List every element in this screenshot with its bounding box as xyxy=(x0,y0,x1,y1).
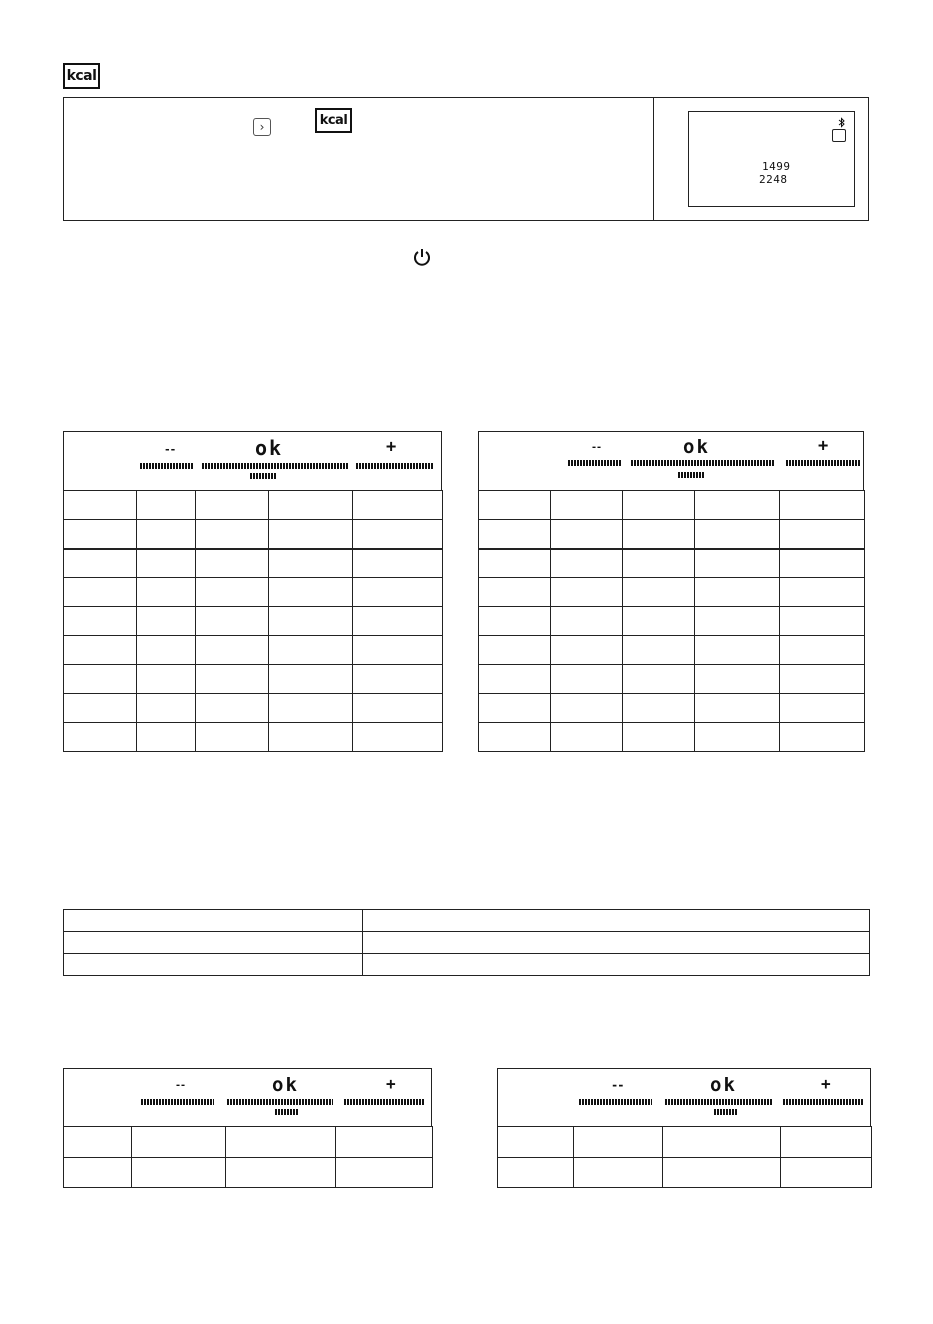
bluetooth-icon xyxy=(838,117,846,128)
table-row xyxy=(479,636,865,665)
table5 xyxy=(497,1126,872,1188)
table2-dash-high xyxy=(786,460,861,466)
battery-icon xyxy=(832,129,846,142)
table1 xyxy=(63,490,443,752)
table-row xyxy=(479,665,865,694)
table4-ok-glyph: ok xyxy=(272,1074,299,1096)
table-row xyxy=(64,665,443,694)
table-row xyxy=(64,954,870,976)
table5-minus-glyph: -- xyxy=(611,1078,624,1092)
info-panel xyxy=(63,97,869,221)
table-row xyxy=(64,636,443,665)
table5-plus-glyph: + xyxy=(821,1074,831,1093)
table-row xyxy=(64,1158,433,1188)
table-row xyxy=(64,1127,433,1158)
table5-dash-low xyxy=(579,1099,652,1105)
table2-dash-mid xyxy=(631,460,775,466)
table4-dash-low xyxy=(141,1099,214,1105)
table1-minus-glyph: -- xyxy=(164,443,176,456)
table-row xyxy=(479,607,865,636)
table-row xyxy=(479,723,865,752)
table-row xyxy=(64,491,443,520)
table4-minus-glyph: -- xyxy=(175,1080,186,1091)
table1-dash-mid xyxy=(202,463,348,469)
table-row xyxy=(479,491,865,520)
panel-divider xyxy=(653,98,654,220)
power-icon xyxy=(412,247,432,267)
inline-kcal-badge: kcal xyxy=(315,108,352,133)
table-row xyxy=(64,520,443,549)
table4-dash-sub xyxy=(275,1109,298,1115)
table-row xyxy=(479,549,865,578)
table5-ok-glyph: ok xyxy=(710,1074,737,1096)
table1-ok-glyph: ok xyxy=(255,436,284,460)
lcd-value-2: 2248 xyxy=(759,173,788,186)
table2-plus-glyph: + xyxy=(818,436,829,456)
table4 xyxy=(63,1126,433,1188)
lcd-value-1: 1499 xyxy=(762,160,791,173)
table4-dash-high xyxy=(344,1099,424,1105)
table4-dash-mid xyxy=(227,1099,333,1105)
table-row xyxy=(498,1158,872,1188)
table5-dash-high xyxy=(783,1099,863,1105)
table-row xyxy=(479,694,865,723)
table-row xyxy=(64,932,870,954)
table-row xyxy=(479,520,865,549)
table3 xyxy=(63,909,870,976)
lcd-display xyxy=(688,111,855,207)
next-chevron-icon: › xyxy=(253,118,271,136)
table1-dash-sub xyxy=(250,473,276,479)
table-row xyxy=(64,723,443,752)
table5-header xyxy=(497,1068,871,1127)
table2-ok-glyph: ok xyxy=(683,436,710,458)
table-row xyxy=(64,549,443,578)
table-row xyxy=(64,607,443,636)
table2 xyxy=(478,490,865,752)
table2-dash-low xyxy=(568,460,621,466)
table-row xyxy=(64,910,870,932)
table5-dash-sub xyxy=(714,1109,738,1115)
table-row xyxy=(479,578,865,607)
table4-plus-glyph: + xyxy=(386,1074,396,1093)
table2-header xyxy=(478,431,864,491)
table1-header xyxy=(63,431,442,491)
table4-header xyxy=(63,1068,432,1127)
table1-dash-low xyxy=(140,463,194,469)
table-row xyxy=(64,578,443,607)
table2-dash-sub xyxy=(678,472,705,478)
table-row xyxy=(498,1127,872,1158)
kcal-badge: kcal xyxy=(63,63,100,89)
table1-dash-high xyxy=(356,463,434,469)
table2-minus-glyph: -- xyxy=(591,442,602,453)
table-row xyxy=(64,694,443,723)
table1-plus-glyph: + xyxy=(386,437,397,457)
table5-dash-mid xyxy=(665,1099,773,1105)
